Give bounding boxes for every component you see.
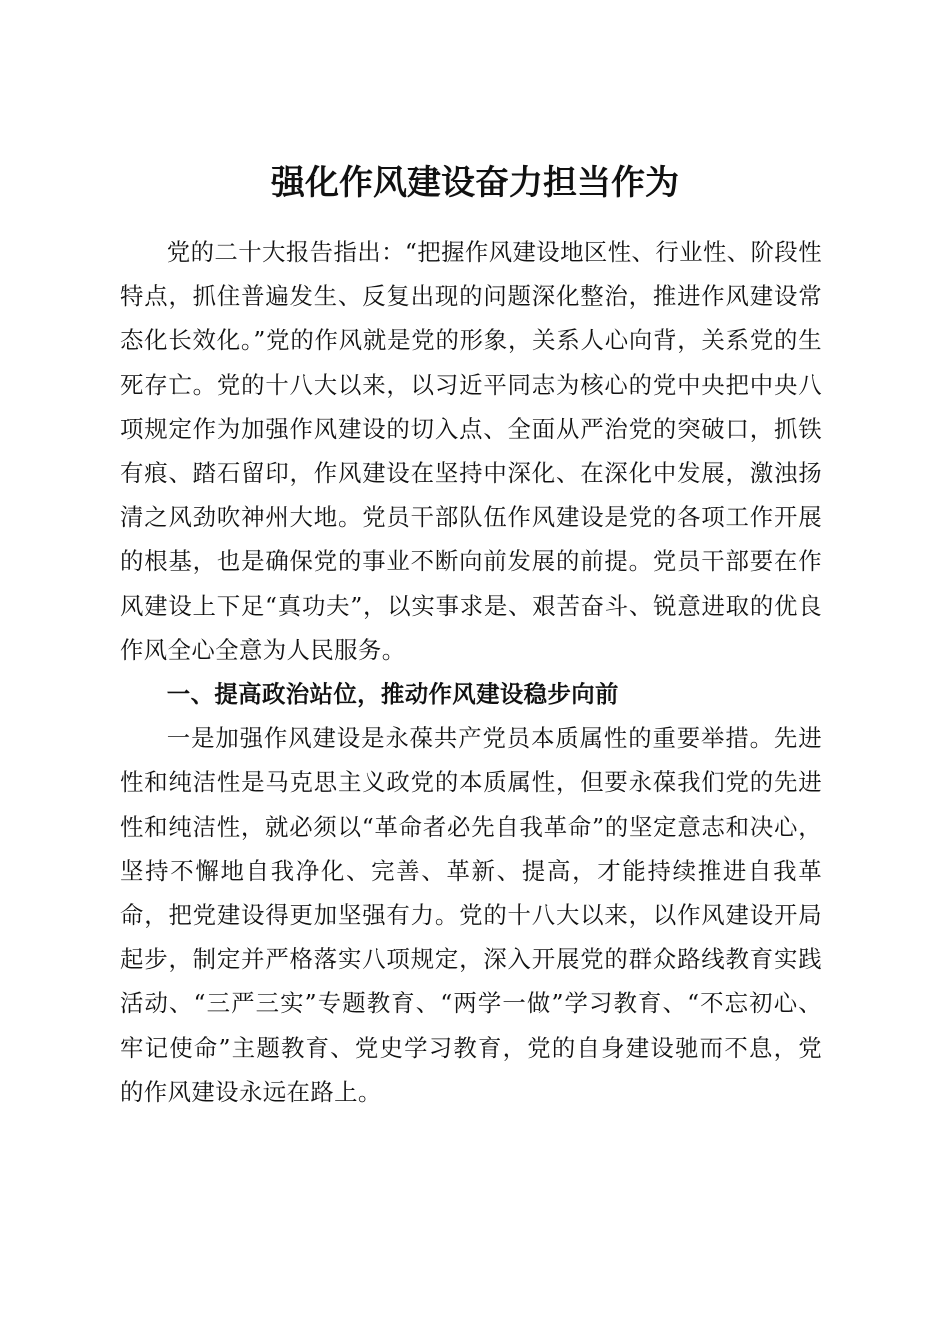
section-heading: 一、提高政治站位，推动作风建设稳步向前 <box>166 680 619 709</box>
document-body <box>120 230 822 1114</box>
page-title: 强化作风建设奋力担当作为 <box>271 162 679 203</box>
section-paragraph: 一是加强作风建设是永葆共产党员本质属性的重要举措。先进性和纯洁性是马克思主义政党的本质属性，但要永葆我们党的先进性和纯洁性，就必须以“革命者必先自我革命”的坚定意志和决心，坚持不懈地自我净化、完善、革新、提高，才能持续推进自我革命，把党建设得更加坚强有力。党的十八大以来，以作风建设开局起步，制定并严格落实八项规定，深入开展党的群众路线教育实践活动、“三严三实”专题教育、“两学一做”学习教育、“不忘初心、牢记使命”主题教育、党史学习教育，党的自身建设驰而不息，党的作风建设永远在路上。 <box>120 724 822 1106</box>
intro-paragraph: 党的二十大报告指出：“把握作风建设地区性、行业性、阶段性特点，抓住普遍发生、反复出现的问题深化整治，推进作风建设常态化长效化。”党的作风就是党的形象，关系人心向背，关系党的生死存亡。党的十八大以来，以习近平同志为核心的党中央把中央八项规定作为加强作风建设的切入点、全面从严治党的突破口，抓铁有痕、踏石留印，作风建设在坚持中深化、在深化中发展，激浊扬清之风劲吹神州大地。党员干部队伍作风建设是党的各项工作开展的根基，也是确保党的事业不断向前发展的前提。党员干部要在作风建设上下足“真功夫”，以实事求是、艰苦奋斗、锐意进取的优良作风全心全意为人民服务。 <box>120 238 822 664</box>
